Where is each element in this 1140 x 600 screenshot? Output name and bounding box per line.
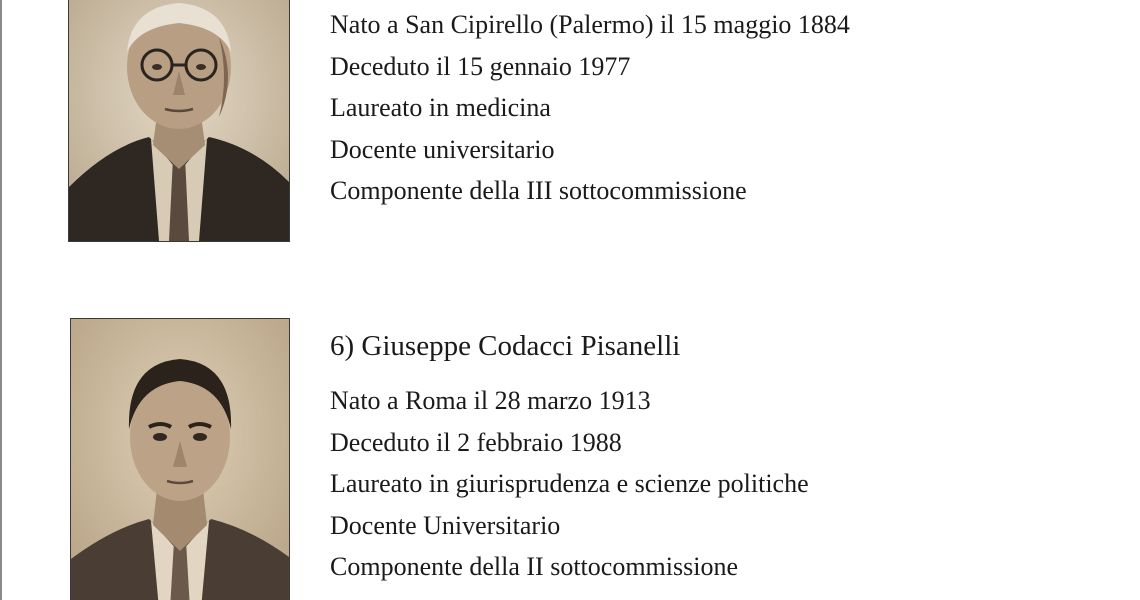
bio-death: Deceduto il 2 febbraio 1988: [330, 427, 622, 457]
bio-profession: Docente universitario: [330, 134, 555, 164]
person-name-heading: 6) Giuseppe Codacci Pisanelli: [330, 330, 681, 362]
bio-commission: Componente della III sottocommissione: [330, 176, 747, 205]
bio-birth: Nato a San Cipirello (Palermo) il 15 maggio 1884: [330, 10, 850, 39]
page-left-border: [0, 0, 2, 600]
portrait-photo-2: [70, 318, 290, 600]
bio-degree: Laureato in giurisprudenza e scienze politiche: [330, 469, 809, 498]
bio-degree: Laureato in medicina: [330, 93, 551, 122]
bio-death: Deceduto il 15 gennaio 1977: [330, 51, 631, 81]
portrait-elderly-man-icon: [69, 0, 289, 241]
bio-details-2: [330, 380, 809, 588]
portrait-young-man-icon: [71, 319, 289, 600]
portrait-photo-1: [68, 0, 290, 242]
bio-birth: Nato a Roma il 28 marzo 1913: [330, 386, 651, 415]
bio-profession: Docente Universitario: [330, 510, 561, 540]
bio-commission: Componente della II sottocommissione: [330, 552, 738, 581]
bio-details-1: [330, 4, 850, 212]
